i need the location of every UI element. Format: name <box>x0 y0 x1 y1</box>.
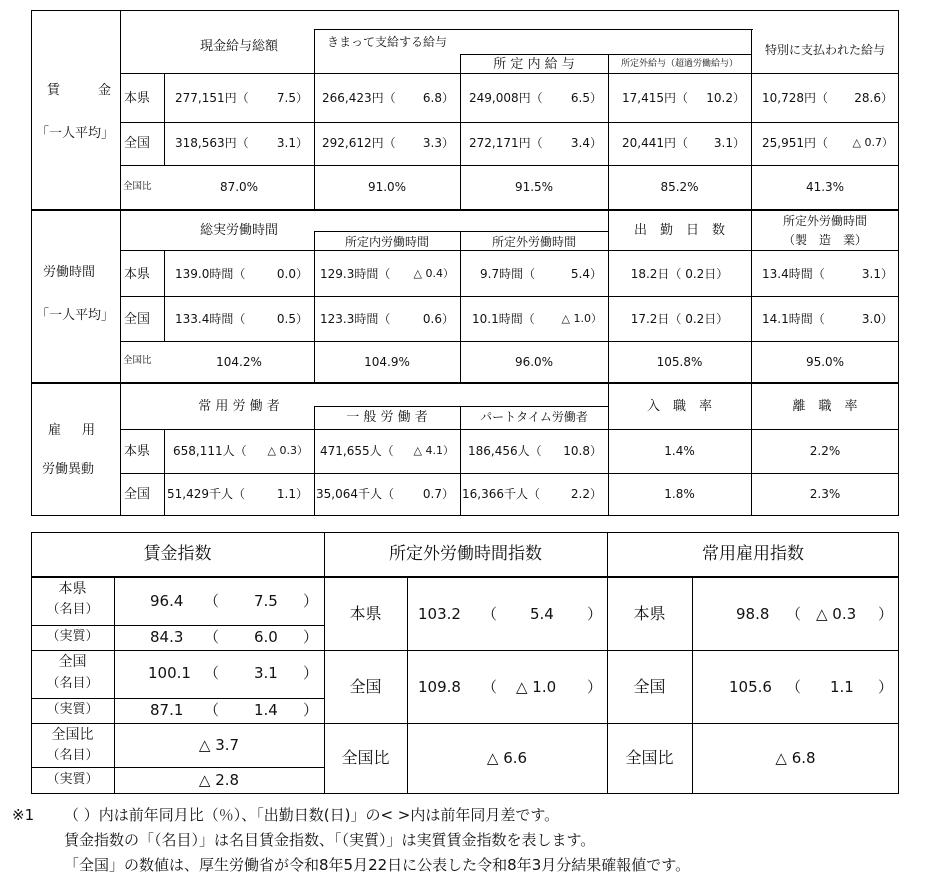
note-line: 「全国」の数値は、厚生労働省が令和8年5月22日に公表した令和8年3月分結果確報値です。 <box>64 856 691 874</box>
head-mfg-overtime: 所定外労働時間 <box>782 214 867 228</box>
label-ratio: 全国比 <box>341 748 390 767</box>
cell-change: 2.2） <box>570 487 602 501</box>
cell-change: 3.3） <box>422 136 454 150</box>
value: 84.3 <box>150 628 184 646</box>
cell: 318,563円（ <box>175 136 249 150</box>
note-line: 賃金指数の「（名目）」は名目賃金指数、「（実質）」は実質賃金指数を表します。 <box>64 831 596 849</box>
change: 6.0 <box>254 628 278 646</box>
head-separation-rate: 離 職 率 <box>792 399 858 414</box>
cell: 18.2日（ 0.2日） <box>630 267 729 281</box>
cell: 16,366千人（ <box>462 487 540 501</box>
cell: 9.7時間（ <box>480 267 536 281</box>
wage-section-label: 賃 金 <box>47 83 116 98</box>
note-mark: ※1 <box>12 806 35 824</box>
cell: 35,064千人（ <box>316 487 394 501</box>
cell: 1.4% <box>664 444 695 458</box>
cell-change: 6.5） <box>570 91 602 105</box>
label-pref: 本県 <box>58 581 87 597</box>
paren: ） <box>878 678 894 696</box>
cell-change: 0.6） <box>422 312 454 326</box>
paren: （ <box>204 628 220 646</box>
label-national: 全国 <box>58 654 87 670</box>
employment-section-sublabel: 労働異動 <box>42 462 95 477</box>
change: △ 1.0 <box>516 678 557 696</box>
head-special-pay: 特別に支払われた給与 <box>764 43 885 57</box>
ratio-cell: 41.3% <box>805 180 845 194</box>
row-label-pref: 本県 <box>124 267 151 282</box>
ratio-cell: 91.0% <box>367 180 407 194</box>
cell-change: 10.8） <box>563 444 602 458</box>
head-scheduled-hours: 所定内労働時間 <box>344 235 429 249</box>
ratio-cell: 104.2% <box>216 355 262 369</box>
cell: 129.3時間（ <box>320 267 391 281</box>
divider <box>31 382 899 384</box>
value: 87.1 <box>150 701 184 719</box>
paren: （ <box>204 664 220 682</box>
row-label-national: 全国 <box>124 312 151 327</box>
value: △ 6.6 <box>486 749 528 767</box>
cell: 658,111人（ <box>173 444 247 458</box>
head-regular-workers: 常 用 労 働 者 <box>198 399 280 414</box>
wage-index-title: 賃金指数 <box>143 544 212 564</box>
cell: 25,951円（ <box>762 136 828 150</box>
value: 103.2 <box>418 605 461 623</box>
cell: 20,441円（ <box>622 136 688 150</box>
cell-change: 28.6） <box>854 91 893 105</box>
change: 3.1 <box>254 664 278 682</box>
cell: 249,008円（ <box>469 91 543 105</box>
cell: 1.8% <box>664 487 695 501</box>
cell: 17.2日（ 0.2日） <box>630 312 729 326</box>
paren: ） <box>303 701 319 719</box>
cell-change: △ 1.0） <box>561 312 602 325</box>
value: △ 2.8 <box>198 771 240 789</box>
head-hire-rate: 入 職 率 <box>646 399 712 414</box>
cell-change: 0.7） <box>422 487 454 501</box>
value: 109.8 <box>418 678 461 696</box>
head-total-hours: 総実労働時間 <box>199 223 278 238</box>
hours-section-label: 労働時間 <box>43 265 96 280</box>
paren: ） <box>587 605 603 623</box>
overtime-index-title: 所定外労働時間指数 <box>389 544 542 564</box>
change: 5.4 <box>530 605 554 623</box>
row-label-national: 全国 <box>124 487 151 502</box>
value: 98.8 <box>736 605 770 623</box>
value: △ 6.8 <box>775 749 816 767</box>
cell-change: △ 0.4） <box>413 267 454 280</box>
cell-change: 5.4） <box>570 267 602 281</box>
cell-change: △ 0.7） <box>852 136 893 149</box>
row-label-pref: 本県 <box>124 444 151 459</box>
cell: 2.3% <box>809 487 841 501</box>
value: △ 3.7 <box>198 736 240 754</box>
head-scheduled-pay: 所 定 内 給 与 <box>493 57 575 72</box>
cell: 123.3時間（ <box>320 312 391 326</box>
row-label-pref: 本県 <box>124 91 151 106</box>
label-real: （実質） <box>46 629 99 644</box>
employment-section-label: 雇 用 <box>48 423 100 438</box>
cell-change: 7.5） <box>276 91 308 105</box>
cell: 10.1時間（ <box>472 312 535 326</box>
label-national: 全国 <box>349 677 382 696</box>
cell-change: 3.1） <box>276 136 308 150</box>
ratio-cell: 105.8% <box>656 355 703 369</box>
paren: ） <box>303 592 319 610</box>
change: △ 0.3 <box>816 605 857 623</box>
cell: 2.2% <box>809 444 841 458</box>
wage-section-sublabel: 「一人平均」 <box>36 126 115 141</box>
row-label-national: 全国 <box>124 136 151 151</box>
cell-change: △ 4.1） <box>413 444 454 457</box>
cell: 17,415円（ <box>622 91 688 105</box>
value: 100.1 <box>148 664 191 682</box>
label-pref: 本県 <box>633 604 666 623</box>
cell-change: 10.2） <box>706 91 745 105</box>
cell-change: 0.0） <box>276 267 308 281</box>
row-label-ratio: 全国比 <box>123 355 152 366</box>
cell: 471,655人（ <box>320 444 394 458</box>
head-overtime-hours: 所定外労働時間 <box>491 235 576 249</box>
cell-change: 3.1） <box>713 136 745 150</box>
label-ratio: 全国比 <box>625 748 674 767</box>
ratio-cell: 85.2% <box>660 180 699 194</box>
cell: 277,151円（ <box>175 91 249 105</box>
label-real: （実質） <box>46 772 99 787</box>
cell: 51,429千人（ <box>167 487 245 501</box>
paren: （ <box>482 678 498 696</box>
head-overtime-pay: 所定外給与（超過労働給与） <box>620 59 738 69</box>
head-mfg-overtime-sub: （製 造 業） <box>782 233 867 247</box>
cell-change: 3.1） <box>861 267 893 281</box>
cell-change: 3.4） <box>570 136 602 150</box>
cell: 266,423円（ <box>322 91 396 105</box>
head-cash-total: 現金給与総額 <box>199 39 278 54</box>
divider <box>120 10 121 516</box>
change: 1.4 <box>254 701 278 719</box>
ratio-cell: 91.5% <box>514 180 554 194</box>
label-nominal: （名目） <box>46 676 99 691</box>
change: 1.1 <box>830 678 854 696</box>
cell-change: 3.0） <box>861 312 893 326</box>
ratio-cell: 87.0% <box>219 180 259 194</box>
cell: 272,171円（ <box>469 136 543 150</box>
label-pref: 本県 <box>349 604 382 623</box>
value: 96.4 <box>150 592 184 610</box>
label-national: 全国 <box>633 677 666 696</box>
head-part-time: パートタイム労働者 <box>480 410 588 424</box>
paren: （ <box>786 678 802 696</box>
change: 7.5 <box>254 592 278 610</box>
cell: 13.4時間（ <box>762 267 825 281</box>
cell-change: △ 0.3） <box>267 444 308 457</box>
cell: 186,456人（ <box>468 444 542 458</box>
cell: 133.4時間（ <box>175 312 246 326</box>
cell: 139.0時間（ <box>175 267 246 281</box>
cell-change: 0.5） <box>276 312 308 326</box>
cell: 14.1時間（ <box>762 312 825 326</box>
cell: 292,612円（ <box>322 136 396 150</box>
ratio-cell: 104.9% <box>364 355 410 369</box>
paren: ） <box>303 664 319 682</box>
cell-change: 1.1） <box>276 487 308 501</box>
label-nominal: （名目） <box>46 602 99 617</box>
paren: ） <box>878 605 894 623</box>
employment-index-title: 常用雇用指数 <box>702 544 804 564</box>
label-real: （実質） <box>46 702 99 717</box>
head-general-workers: 一 般 労 働 者 <box>346 410 428 425</box>
paren: （ <box>786 605 802 623</box>
paren: （ <box>482 605 498 623</box>
value: 105.6 <box>729 678 772 696</box>
ratio-cell: 96.0% <box>514 355 554 369</box>
paren: ） <box>303 628 319 646</box>
label-ratio: 全国比 <box>51 727 94 743</box>
paren: ） <box>587 678 603 696</box>
paren: （ <box>204 701 220 719</box>
paren: （ <box>204 592 220 610</box>
ratio-cell: 95.0% <box>805 355 845 369</box>
cell-change: 6.8） <box>422 91 454 105</box>
note-line: （ ）内は前年同月比（％）、「出勤日数(日)」の< >内は前年同月差です。 <box>64 806 560 824</box>
hours-section-sublabel: 「一人平均」 <box>36 308 115 323</box>
row-label-ratio: 全国比 <box>123 181 152 192</box>
cell: 10,728円（ <box>762 91 828 105</box>
head-regular-pay: きまって支給する給与 <box>326 35 447 49</box>
head-work-days: 出 勤 日 数 <box>633 223 725 238</box>
summary-table <box>31 10 899 516</box>
label-nominal: （名目） <box>46 748 99 763</box>
